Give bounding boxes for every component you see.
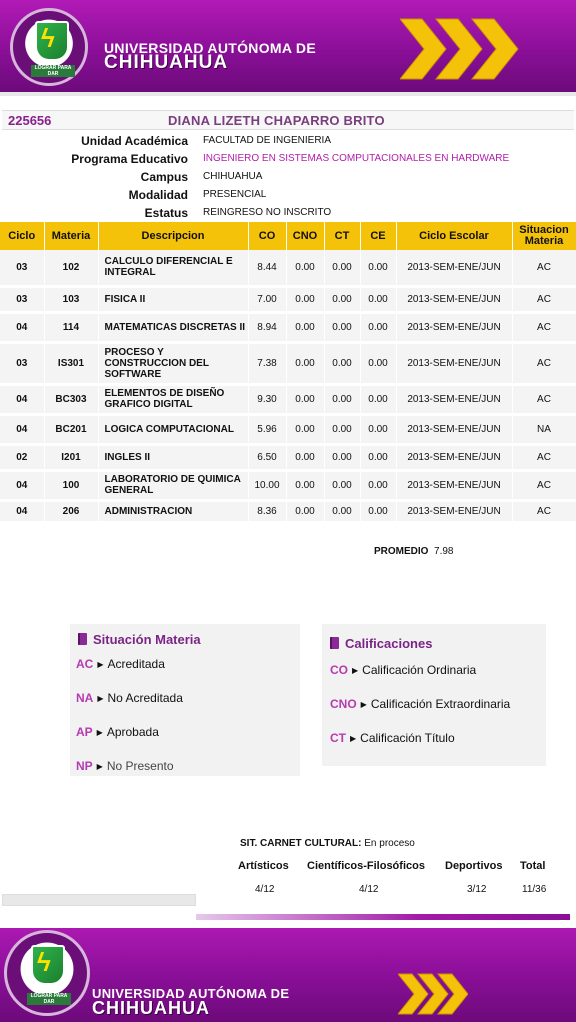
carnet-status-value: En proceso	[364, 838, 415, 849]
book-icon	[78, 633, 87, 645]
cell-co: 8.94	[248, 312, 286, 342]
cell-descripcion: LOGICA COMPUTACIONAL	[98, 414, 248, 444]
carnet-column-header: Deportivos	[445, 860, 503, 872]
legend-title	[330, 636, 432, 651]
cell-ciclo: 04	[0, 470, 44, 500]
column-header-ciclo-escolar: Ciclo Escolar	[396, 222, 512, 250]
university-seal-logo	[10, 8, 88, 86]
student-name: DIANA LIZETH CHAPARRO BRITO	[168, 113, 385, 128]
cell-cno: 0.00	[286, 342, 324, 384]
legend-item	[76, 691, 183, 705]
cell-materia: 102	[44, 250, 98, 286]
cell-ce: 0.00	[360, 384, 396, 414]
grades-table	[0, 222, 576, 524]
cell-ciclo-escolar: 2013-SEM-ENE/JUN	[396, 286, 512, 312]
logo-motto: LOGRAR PARA DAR	[31, 65, 75, 77]
lightning-bolt-icon: ϟ	[41, 23, 55, 53]
cell-ct: 0.00	[324, 470, 360, 500]
table-row	[0, 414, 576, 444]
student-header	[2, 110, 574, 130]
info-row-estatus	[0, 205, 576, 223]
info-row-programa	[0, 151, 576, 169]
info-row-campus	[0, 169, 576, 187]
cell-situacion: AC	[512, 500, 576, 522]
table-header-row	[0, 222, 576, 250]
cell-materia: 100	[44, 470, 98, 500]
column-header-situacion: Situacion Materia	[512, 222, 576, 250]
footer-banner	[0, 920, 576, 1022]
cell-ciclo-escolar: 2013-SEM-ENE/JUN	[396, 500, 512, 522]
cell-ce: 0.00	[360, 500, 396, 522]
info-value: CHIHUAHUA	[203, 171, 263, 182]
cell-ciclo: 02	[0, 444, 44, 470]
arrow-right-icon: ▶	[97, 660, 104, 669]
cell-situacion: AC	[512, 470, 576, 500]
carnet-value: 11/36	[522, 884, 547, 895]
cell-ct: 0.00	[324, 500, 360, 522]
cell-co: 8.36	[248, 500, 286, 522]
cell-situacion: AC	[512, 286, 576, 312]
chevron-arrows-icon	[400, 14, 520, 89]
cell-ct: 0.00	[324, 286, 360, 312]
cell-ct: 0.00	[324, 250, 360, 286]
legend-item	[330, 697, 510, 711]
legend-item	[76, 657, 165, 671]
cell-cno: 0.00	[286, 250, 324, 286]
info-label: Modalidad	[128, 188, 188, 202]
table-row	[0, 342, 576, 384]
cell-descripcion: PROCESO Y CONSTRUCCION DEL SOFTWARE	[98, 342, 248, 384]
cell-ciclo-escolar: 2013-SEM-ENE/JUN	[396, 470, 512, 500]
table-row	[0, 384, 576, 414]
legend-item	[76, 759, 174, 773]
carnet-cultural	[2, 824, 568, 930]
legend-title	[78, 632, 201, 647]
table-row	[0, 444, 576, 470]
arrow-right-icon: ▶	[352, 666, 359, 675]
cell-co: 7.38	[248, 342, 286, 384]
cell-co: 5.96	[248, 414, 286, 444]
legend-desc: Aprobada	[106, 725, 159, 739]
column-header-materia: Materia	[44, 222, 98, 250]
legend-code: CT	[330, 731, 346, 745]
legend-desc: No Presento	[106, 759, 174, 773]
carnet-status	[240, 838, 415, 849]
arrow-right-icon: ▶	[97, 694, 104, 703]
column-header-ce: CE	[360, 222, 396, 250]
cell-cno: 0.00	[286, 384, 324, 414]
promedio-value: 7.98	[434, 546, 454, 557]
cell-situacion: AC	[512, 384, 576, 414]
carnet-value: 3/12	[467, 884, 487, 895]
cell-cno: 0.00	[286, 470, 324, 500]
cell-materia: BC303	[44, 384, 98, 414]
cell-ciclo: 03	[0, 342, 44, 384]
cell-ct: 0.00	[324, 444, 360, 470]
student-info	[0, 133, 576, 223]
legend-item	[330, 731, 455, 745]
legend-code: AC	[76, 657, 94, 671]
info-value: INGENIERO EN SISTEMAS COMPUTACIONALES EN HARDWARE	[203, 153, 510, 164]
cell-materia: I201	[44, 444, 98, 470]
carnet-value: 4/12	[255, 884, 275, 895]
legend-code: NP	[76, 759, 93, 773]
info-row-unidad	[0, 133, 576, 151]
column-header-cno: CNO	[286, 222, 324, 250]
cell-descripcion: ADMINISTRACION	[98, 500, 248, 522]
cell-co: 8.44	[248, 250, 286, 286]
cell-materia: 103	[44, 286, 98, 312]
info-value: REINGRESO NO INSCRITO	[203, 207, 332, 218]
carnet-column-header: Artísticos	[238, 860, 289, 872]
carnet-value: 4/12	[359, 884, 379, 895]
legend-situacion-materia	[70, 624, 300, 776]
legend-desc: Calificación Extraordinaria	[370, 697, 511, 711]
legend-calificaciones	[322, 624, 546, 766]
legend-code: NA	[76, 691, 94, 705]
table-row	[0, 470, 576, 500]
cell-ce: 0.00	[360, 342, 396, 384]
column-header-descripcion: Descripcion	[98, 222, 248, 250]
book-icon	[330, 637, 339, 649]
cell-ce: 0.00	[360, 414, 396, 444]
cell-materia: IS301	[44, 342, 98, 384]
cell-materia: 114	[44, 312, 98, 342]
cell-situacion: AC	[512, 250, 576, 286]
promedio-label: PROMEDIO	[374, 546, 429, 557]
legend-desc: Acreditada	[107, 657, 165, 671]
cell-descripcion: CALCULO DIFERENCIAL E INTEGRAL	[98, 250, 248, 286]
cell-cno: 0.00	[286, 500, 324, 522]
table-row	[0, 312, 576, 342]
legend-item	[76, 725, 159, 739]
cell-ciclo: 03	[0, 250, 44, 286]
cell-co: 6.50	[248, 444, 286, 470]
cell-co: 10.00	[248, 470, 286, 500]
cell-ct: 0.00	[324, 342, 360, 384]
info-value: PRESENCIAL	[203, 189, 267, 200]
legend-title-text: Situación Materia	[93, 632, 201, 647]
legend-desc: Calificación Título	[360, 731, 455, 745]
cell-ciclo-escolar: 2013-SEM-ENE/JUN	[396, 250, 512, 286]
cell-cno: 0.00	[286, 312, 324, 342]
info-label: Programa Educativo	[71, 152, 188, 166]
cell-ct: 0.00	[324, 414, 360, 444]
cell-ce: 0.00	[360, 444, 396, 470]
lightning-bolt-icon: ϟ	[37, 947, 51, 977]
cell-ciclo-escolar: 2013-SEM-ENE/JUN	[396, 312, 512, 342]
carnet-label: SIT. CARNET CULTURAL:	[240, 838, 362, 849]
cell-co: 9.30	[248, 384, 286, 414]
cell-co: 7.00	[248, 286, 286, 312]
arrow-right-icon: ▶	[360, 700, 367, 709]
carnet-column-header: Total	[520, 860, 546, 872]
scrollbar[interactable]	[2, 894, 196, 906]
cell-ct: 0.00	[324, 384, 360, 414]
table-body	[0, 250, 576, 522]
cell-ce: 0.00	[360, 250, 396, 286]
university-name-line2: CHIHUAHUA	[92, 998, 210, 1018]
cell-descripcion: MATEMATICAS DISCRETAS II	[98, 312, 248, 342]
cell-ciclo-escolar: 2013-SEM-ENE/JUN	[396, 342, 512, 384]
chevron-arrows-icon	[398, 972, 468, 1021]
header-banner	[0, 0, 576, 96]
legend-code: CO	[330, 663, 348, 677]
cell-ciclo: 04	[0, 384, 44, 414]
legend-code: CNO	[330, 697, 357, 711]
arrow-right-icon: ▶	[350, 734, 357, 743]
cell-ct: 0.00	[324, 312, 360, 342]
cell-ciclo-escolar: 2013-SEM-ENE/JUN	[396, 384, 512, 414]
cell-cno: 0.00	[286, 286, 324, 312]
cell-situacion: AC	[512, 444, 576, 470]
university-seal-logo	[4, 930, 90, 1016]
university-name-line1: UNIVERSIDAD AUTÓNOMA DE	[104, 40, 316, 56]
carnet-column-header: Científicos-Filosóficos	[307, 860, 425, 872]
cell-descripcion: LABORATORIO DE QUIMICA GENERAL	[98, 470, 248, 500]
arrow-right-icon: ▶	[96, 762, 103, 771]
info-label: Estatus	[144, 206, 188, 220]
legend-title-text: Calificaciones	[345, 636, 433, 651]
university-name-line2: CHIHUAHUA	[104, 52, 229, 73]
column-header-ciclo: Ciclo	[0, 222, 44, 250]
cell-ce: 0.00	[360, 312, 396, 342]
cell-cno: 0.00	[286, 444, 324, 470]
logo-motto: LOGRAR PARA DAR	[27, 993, 71, 1005]
table-row	[0, 286, 576, 312]
student-id: 225656	[8, 113, 52, 128]
cell-ciclo: 04	[0, 414, 44, 444]
info-label: Unidad Académica	[81, 134, 188, 148]
cell-ciclo-escolar: 2013-SEM-ENE/JUN	[396, 414, 512, 444]
info-label: Campus	[140, 170, 188, 184]
cell-cno: 0.00	[286, 414, 324, 444]
cell-situacion: AC	[512, 342, 576, 384]
cell-descripcion: ELEMENTOS DE DISEÑO GRAFICO DIGITAL	[98, 384, 248, 414]
legend-item	[330, 663, 476, 677]
cell-ce: 0.00	[360, 286, 396, 312]
table-row	[0, 250, 576, 286]
cell-ciclo-escolar: 2013-SEM-ENE/JUN	[396, 444, 512, 470]
university-name-line1: UNIVERSIDAD AUTÓNOMA DE	[92, 986, 290, 1001]
legend-desc: No Acreditada	[107, 691, 183, 705]
cell-materia: BC201	[44, 414, 98, 444]
column-header-ct: CT	[324, 222, 360, 250]
info-row-modalidad	[0, 187, 576, 205]
info-value: FACULTAD DE INGENIERIA	[203, 135, 331, 146]
cell-ciclo: 04	[0, 500, 44, 522]
cell-descripcion: INGLES II	[98, 444, 248, 470]
arrow-right-icon: ▶	[96, 728, 103, 737]
cell-situacion: AC	[512, 312, 576, 342]
cell-ce: 0.00	[360, 470, 396, 500]
legend-desc: Calificación Ordinaria	[362, 663, 477, 677]
promedio	[374, 546, 453, 557]
cell-situacion: NA	[512, 414, 576, 444]
legend-code: AP	[76, 725, 93, 739]
cell-ciclo: 03	[0, 286, 44, 312]
cell-ciclo: 04	[0, 312, 44, 342]
cell-descripcion: FISICA II	[98, 286, 248, 312]
table-row	[0, 500, 576, 522]
cell-materia: 206	[44, 500, 98, 522]
column-header-co: CO	[248, 222, 286, 250]
